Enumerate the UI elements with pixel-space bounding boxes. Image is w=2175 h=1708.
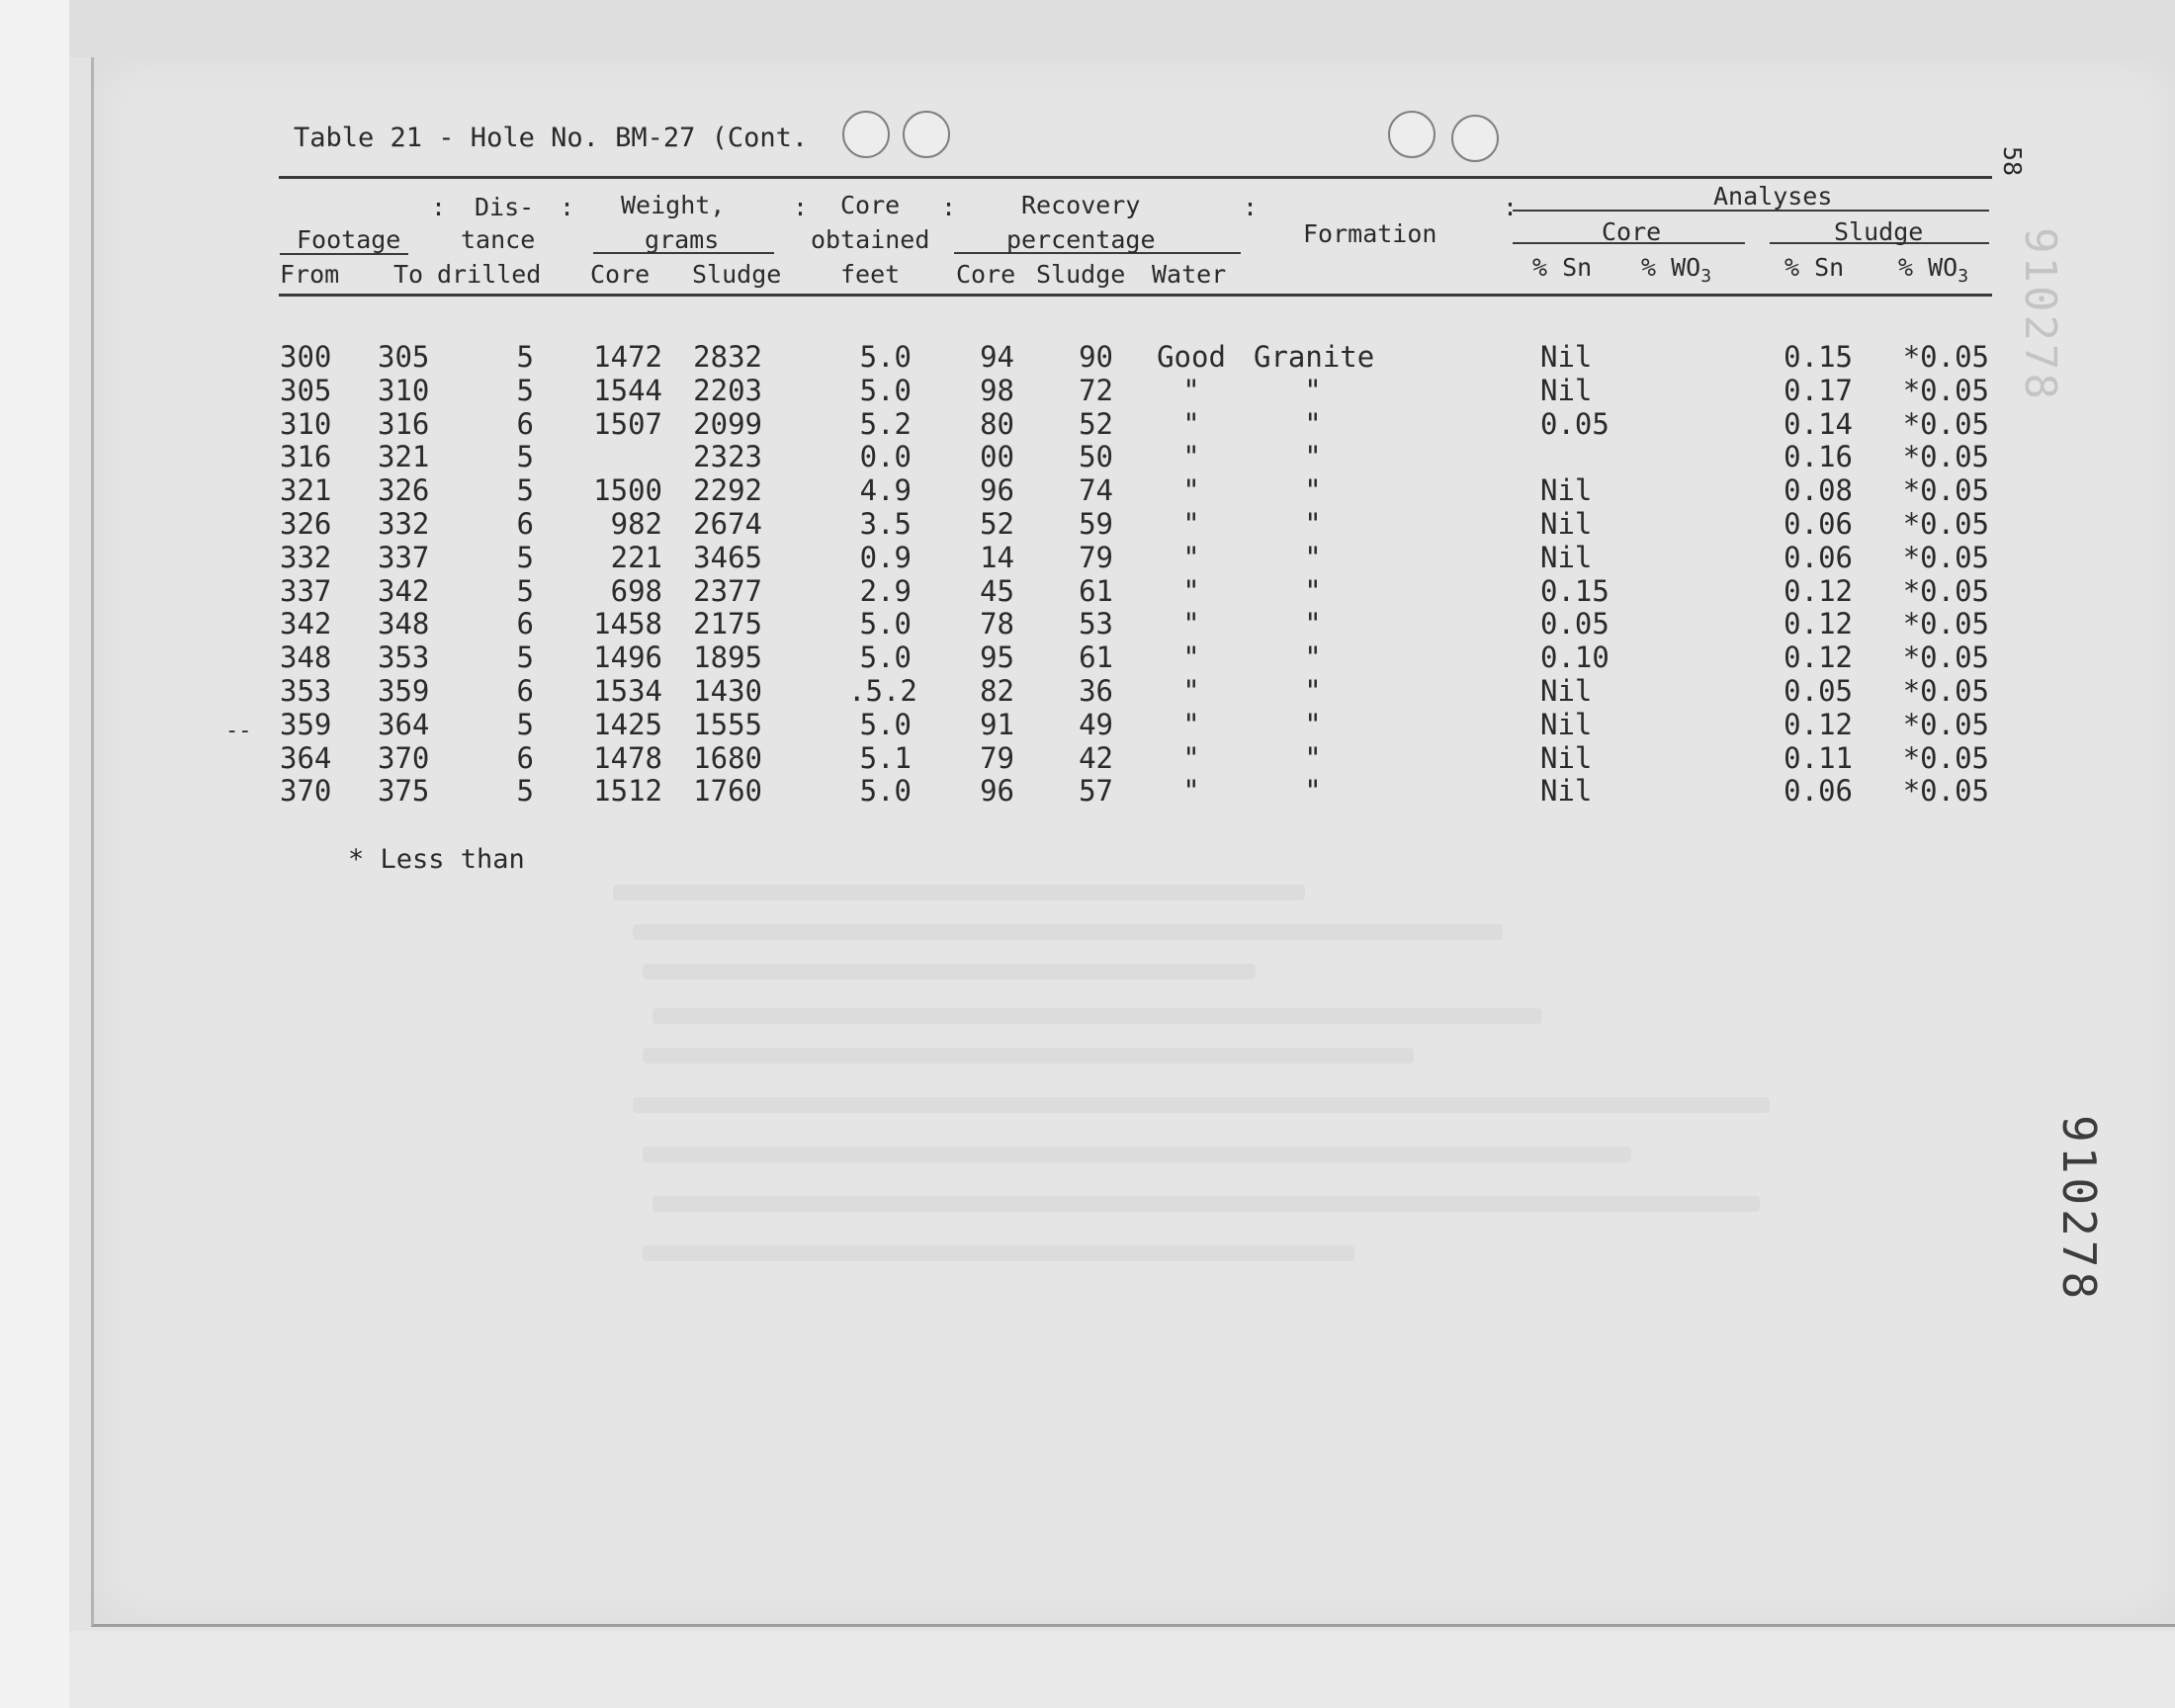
cell-from: 370 [280,774,332,809]
cell-rec-core: 82 [980,674,1014,708]
cell-core-sn: Nil [1540,540,1593,574]
cell-sludge-wo3: *0.05 [1902,740,1989,775]
cell-from: 364 [280,740,332,775]
cell-w-core: 1496 [593,640,662,675]
cell-drilled: 6 [516,607,534,641]
faint-reverse-stamp: 910278 [2015,227,2065,402]
cell-drilled: 5 [516,540,534,574]
cell-core-sn: Nil [1540,674,1593,708]
header-distance-1: Dis- [475,193,535,221]
punch-hole [1388,111,1436,158]
cell-to: 359 [378,674,430,708]
cell-rec-core: 94 [980,340,1014,374]
cell-water: " [1182,573,1200,608]
cell-sludge-sn: 0.08 [1784,473,1853,508]
cell-rec-sludge: 79 [1079,540,1113,574]
cell-w-sludge: 2323 [693,440,762,474]
cell-to: 342 [378,573,430,608]
cell-core-ft: 4.9 [859,473,912,508]
cell-water: " [1182,640,1200,675]
cell-to: 375 [378,774,430,809]
cell-w-core: 1500 [593,473,662,508]
header-sludge-sn: % Sn [1784,253,1845,282]
cell-drilled: 6 [516,674,534,708]
footnote: * Less than [348,844,525,875]
cell-sludge-sn: 0.14 [1784,406,1853,441]
cell-water: " [1182,774,1200,809]
cell-from: 348 [280,640,332,675]
cell-rec-core: 95 [980,640,1014,675]
header-separator: : [793,193,809,221]
cell-w-core: 1507 [593,406,662,441]
cell-formation: " [1304,440,1322,474]
cell-water: " [1182,740,1200,775]
header-sludge-wo3: % $WO_3$ [1898,253,1969,287]
header-formation: Formation [1303,219,1437,248]
cell-core-sn: Nil [1540,473,1593,508]
margin-mark: -- [225,719,252,743]
cell-w-core: 982 [610,507,662,541]
cell-rec-sludge: 49 [1079,707,1113,741]
cell-core-ft: 5.0 [859,640,912,675]
cell-rec-core: 80 [980,406,1014,441]
cell-rec-core: 52 [980,507,1014,541]
cell-sludge-wo3: *0.05 [1902,440,1989,474]
cell-drilled: 6 [516,740,534,775]
cell-rec-core: 78 [980,607,1014,641]
header-distance-3: drilled [437,260,542,289]
cell-from: 332 [280,540,332,574]
cell-formation: " [1304,540,1322,574]
cell-w-sludge: 2175 [693,607,762,641]
punch-hole [903,111,950,158]
cell-formation: " [1304,607,1322,641]
cell-core-sn: Nil [1540,740,1593,775]
cell-rec-sludge: 61 [1079,573,1113,608]
cell-w-core: 1534 [593,674,662,708]
cell-w-sludge: 2292 [693,473,762,508]
cell-core-ft: 0.9 [859,540,912,574]
cell-w-core: 698 [610,573,662,608]
cell-rec-core: 98 [980,373,1014,407]
header-separator: : [941,193,957,221]
header-rec-sludge: Sludge [1036,260,1126,289]
cell-w-sludge: 2099 [693,406,762,441]
cell-water: " [1182,540,1200,574]
cell-from: 337 [280,573,332,608]
cell-water: " [1182,473,1200,508]
header-separator: : [431,193,447,221]
bleed-through-mark [643,964,1256,980]
cell-core-sn: Nil [1540,774,1593,809]
cell-formation: " [1304,774,1322,809]
cell-to: 337 [378,540,430,574]
cell-from: 326 [280,507,332,541]
header-footage: Footage [297,225,401,254]
cell-drilled: 5 [516,373,534,407]
cell-w-sludge: 2203 [693,373,762,407]
cell-rec-sludge: 72 [1079,373,1113,407]
cell-water: " [1182,707,1200,741]
bleed-through-mark [643,1048,1414,1064]
header-an-sludge: Sludge [1834,217,1924,246]
cell-w-sludge: 2674 [693,507,762,541]
cell-core-sn: 0.10 [1540,640,1610,675]
cell-to: 326 [378,473,430,508]
punch-hole [1451,115,1499,162]
cell-drilled: 5 [516,707,534,741]
cell-rec-sludge: 36 [1079,674,1113,708]
cell-sludge-sn: 0.06 [1784,774,1853,809]
cell-to: 305 [378,340,430,374]
cell-sludge-sn: 0.12 [1784,640,1853,675]
cell-water: " [1182,373,1200,407]
cell-w-sludge: 2377 [693,573,762,608]
cell-w-core: 1478 [593,740,662,775]
side-stamp-number: 910278 [2052,1115,2106,1304]
cell-core-sn: 0.15 [1540,573,1610,608]
cell-formation: " [1304,473,1322,508]
cell-core-ft: 5.2 [859,406,912,441]
header-core-2: obtained [811,225,930,254]
cell-core-sn: 0.05 [1540,406,1610,441]
cell-from: 359 [280,707,332,741]
cell-sludge-wo3: *0.05 [1902,540,1989,574]
cell-drilled: 6 [516,406,534,441]
cell-core-sn: Nil [1540,340,1593,374]
table-title: Table 21 - Hole No. BM-27 (Cont. [294,123,809,153]
header-weight-sludge: Sludge [692,260,782,289]
cell-w-core: 1544 [593,373,662,407]
cell-core-ft: 5.0 [859,774,912,809]
cell-rec-core: 45 [980,573,1014,608]
cell-sludge-sn: 0.12 [1784,607,1853,641]
cell-rec-core: 96 [980,774,1014,809]
cell-sludge-wo3: *0.05 [1902,573,1989,608]
bleed-through-mark [633,1097,1770,1113]
header-to: To [393,260,424,289]
header-core-wo3: % $WO_3$ [1641,253,1712,287]
bleed-through-mark [652,1196,1760,1212]
cell-core-ft: 5.0 [859,607,912,641]
cell-drilled: 5 [516,774,534,809]
cell-drilled: 5 [516,440,534,474]
cell-rec-core: 79 [980,740,1014,775]
cell-drilled: 5 [516,640,534,675]
header-from: From [280,260,340,289]
page-number: 58 [1998,146,2027,177]
cell-sludge-wo3: *0.05 [1902,406,1989,441]
cell-from: 353 [280,674,332,708]
cell-rec-sludge: 61 [1079,640,1113,675]
cell-water: Good [1157,340,1226,374]
cell-core-sn: Nil [1540,707,1593,741]
cell-to: 316 [378,406,430,441]
cell-core-ft: 2.9 [859,573,912,608]
cell-to: 353 [378,640,430,675]
cell-core-ft: 5.1 [859,740,912,775]
header-separator: : [1503,193,1519,221]
cell-water: " [1182,674,1200,708]
header-distance-2: tance [461,225,536,254]
header-separator: : [1243,193,1259,221]
header-analyses: Analyses [1713,182,1833,211]
cell-rec-sludge: 53 [1079,607,1113,641]
cell-to: 321 [378,440,430,474]
cell-sludge-wo3: *0.05 [1902,473,1989,508]
cell-to: 370 [378,740,430,775]
cell-core-ft: 0.0 [859,440,912,474]
cell-sludge-wo3: *0.05 [1902,774,1989,809]
cell-formation: " [1304,674,1322,708]
cell-sludge-sn: 0.05 [1784,674,1853,708]
cell-formation: " [1304,740,1322,775]
scan-top-margin [0,0,2175,57]
cell-w-core: 1425 [593,707,662,741]
cell-from: 342 [280,607,332,641]
cell-to: 364 [378,707,430,741]
header-core-sn: % Sn [1532,253,1593,282]
cell-sludge-sn: 0.12 [1784,707,1853,741]
cell-to: 348 [378,607,430,641]
cell-sludge-wo3: *0.05 [1902,607,1989,641]
cell-formation: " [1304,373,1322,407]
cell-core-sn: 0.05 [1540,607,1610,641]
bleed-through-mark [633,924,1503,940]
cell-from: 300 [280,340,332,374]
header-top-rule [279,176,1992,179]
cell-water: " [1182,406,1200,441]
header-weight-2: grams [645,225,720,254]
cell-rec-sludge: 52 [1079,406,1113,441]
cell-rec-sludge: 50 [1079,440,1113,474]
cell-core-sn: Nil [1540,507,1593,541]
header-recovery-1: Recovery [1021,191,1141,219]
header-an-core: Core [1602,217,1662,246]
cell-from: 321 [280,473,332,508]
cell-w-sludge: 3465 [693,540,762,574]
cell-from: 316 [280,440,332,474]
cell-rec-core: 96 [980,473,1014,508]
cell-water: " [1182,607,1200,641]
cell-formation: " [1304,573,1322,608]
cell-rec-sludge: 74 [1079,473,1113,508]
cell-sludge-sn: 0.16 [1784,440,1853,474]
cell-drilled: 5 [516,473,534,508]
header-core-1: Core [840,191,901,219]
cell-sludge-sn: 0.11 [1784,740,1853,775]
cell-formation: " [1304,707,1322,741]
cell-sludge-wo3: *0.05 [1902,507,1989,541]
header-weight-1: Weight, [621,191,726,219]
cell-sludge-sn: 0.12 [1784,573,1853,608]
scan-left-margin [0,0,69,1708]
cell-sludge-wo3: *0.05 [1902,340,1989,374]
cell-rec-core: 00 [980,440,1014,474]
cell-drilled: 6 [516,507,534,541]
cell-w-core: 1458 [593,607,662,641]
punch-hole [842,111,890,158]
cell-w-sludge: 1430 [693,674,762,708]
cell-rec-core: 91 [980,707,1014,741]
cell-formation: " [1304,640,1322,675]
cell-water: " [1182,507,1200,541]
header-rec-water: Water [1152,260,1227,289]
cell-drilled: 5 [516,340,534,374]
cell-sludge-sn: 0.15 [1784,340,1853,374]
cell-sludge-sn: 0.06 [1784,507,1853,541]
cell-w-sludge: 1680 [693,740,762,775]
cell-rec-sludge: 59 [1079,507,1113,541]
cell-drilled: 5 [516,573,534,608]
header-core-3: feet [840,260,901,289]
cell-w-core: 1512 [593,774,662,809]
cell-core-ft: 3.5 [859,507,912,541]
cell-sludge-wo3: *0.05 [1902,674,1989,708]
header-weight-core: Core [590,260,651,289]
cell-formation: " [1304,507,1322,541]
cell-w-sludge: 1895 [693,640,762,675]
cell-formation: " [1304,406,1322,441]
cell-rec-sludge: 57 [1079,774,1113,809]
cell-sludge-wo3: *0.05 [1902,373,1989,407]
header-separator: : [560,193,575,221]
bleed-through-mark [643,1147,1631,1162]
cell-w-sludge: 1760 [693,774,762,809]
cell-core-ft: 5.0 [859,340,912,374]
bleed-through-mark [643,1245,1354,1261]
cell-from: 305 [280,373,332,407]
cell-w-core: 221 [610,540,662,574]
cell-to: 310 [378,373,430,407]
header-bottom-rule [279,294,1992,297]
header-rec-core: Core [956,260,1016,289]
cell-w-sludge: 1555 [693,707,762,741]
cell-formation: Granite [1254,340,1375,374]
cell-core-sn: Nil [1540,373,1593,407]
scan-bottom-margin [69,1631,2175,1708]
cell-rec-core: 14 [980,540,1014,574]
cell-w-core: 1472 [593,340,662,374]
bleed-through-mark [613,885,1305,900]
cell-to: 332 [378,507,430,541]
cell-water: " [1182,440,1200,474]
cell-core-ft: 5.0 [859,707,912,741]
cell-w-sludge: 2832 [693,340,762,374]
cell-sludge-sn: 0.06 [1784,540,1853,574]
cell-rec-sludge: 90 [1079,340,1113,374]
cell-from: 310 [280,406,332,441]
cell-core-ft: .5.2 [848,674,917,708]
cell-sludge-wo3: *0.05 [1902,707,1989,741]
cell-rec-sludge: 42 [1079,740,1113,775]
cell-sludge-sn: 0.17 [1784,373,1853,407]
bleed-through-mark [652,1008,1542,1024]
cell-core-ft: 5.0 [859,373,912,407]
header-recovery-2: percentage [1006,225,1156,254]
cell-sludge-wo3: *0.05 [1902,640,1989,675]
